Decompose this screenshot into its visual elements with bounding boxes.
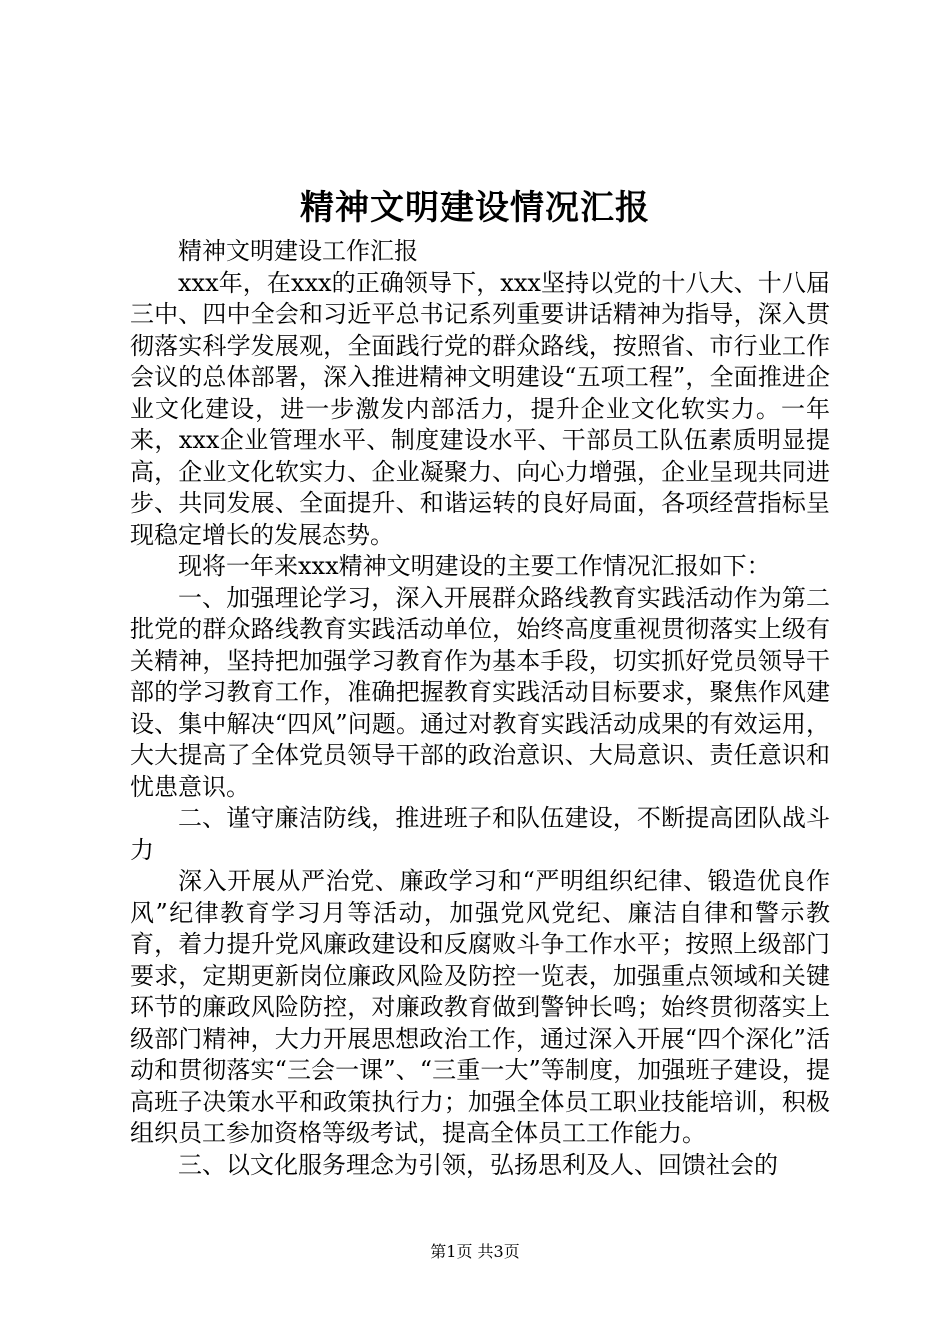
- document-title: 精神文明建设情况汇报: [300, 188, 650, 228]
- paragraph-intro: xxx年，在xxx的正确领导下，xxx坚持以党的十八大、十八届三中、四中全会和习近平总书记系列重要讲话精神为指导，深入贯彻落实科学发展观，全面践行党的群众路线，按照省、市行业工作会议的总体部署，深入推进精神文明建设“五项工程”，全面推进企业文化建设，进一步激发内部活力，提升企业文化软实力。一年来，xxx企业管理水平、制度建设水平、干部员工队伍素质明显提高，企业文化软实力、企业凝聚力、向心力增强，企业呈现共同进步、共同发展、全面提升、和谐运转的良好局面，各项经营指标呈现稳定增长的发展态势。: [130, 268, 830, 549]
- paragraph-subtitle: 精神文明建设工作汇报: [178, 237, 418, 265]
- paragraph-section-3: 三、以文化服务理念为引领，弘扬思利及人、回馈社会的: [178, 1150, 778, 1179]
- paragraph-section-1: 一、加强理论学习，深入开展群众路线教育实践活动作为第二批党的群众路线教育实践活动单位，始终高度重视贯彻落实上级有关精神，坚持把加强学习教育作为基本手段，切实抓好党员领导干部的学习教育工作，准确把握教育实践活动目标要求，聚焦作风建设、集中解决“四风”问题。通过对教育实践活动成果的有效运用，大大提高了全体党员领导干部的政治意识、大局意识、责任意识和忧患意识。: [130, 583, 830, 801]
- document-body: [130, 236, 830, 1181]
- paragraph-section-2-body: 深入开展从严治党、廉政学习和“严明组织纪律、锻造优良作风”纪律教育学习月等活动，加强党风党纪、廉洁自律和警示教育，着力提升党风廉政建设和反腐败斗争工作水平；按照上级部门要求，定期更新岗位廉政风险及防控一览表，加强重点领域和关键环节的廉政风险防控，对廉政教育做到警钟长鸣；始终贯彻落实上级部门精神，大力开展思想政治工作，通过深入开展“四个深化”活动和贯彻落实“三会一课”、“三重一大”等制度，加强班子建设，提高班子决策水平和政策执行力；加强全体员工职业技能培训，积极组织员工参加资格等级考试，提高全体员工工作能力。: [130, 867, 830, 1147]
- paragraph-summary-lead: 现将一年来xxx精神文明建设的主要工作情况汇报如下：: [178, 552, 771, 580]
- paragraph-section-2-heading: 二、谨守廉洁防线，推进班子和队伍建设，不断提高团队战斗力: [130, 804, 830, 864]
- page-number-footer: 第1页 共3页: [430, 1242, 520, 1261]
